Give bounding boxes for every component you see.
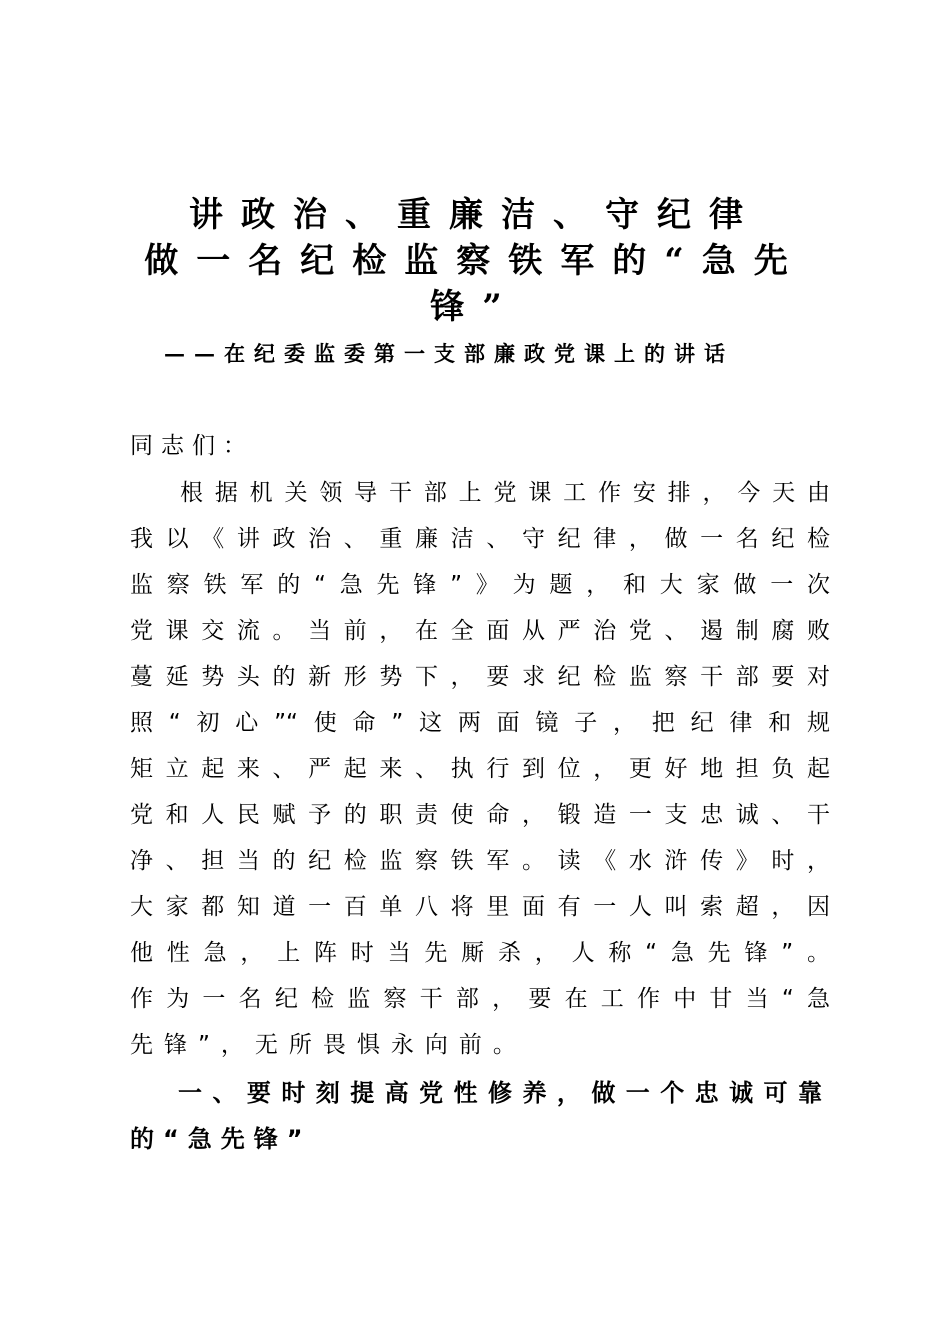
paragraph-line: 净、担当的纪检监察铁军。读《水浒传》时， bbox=[130, 848, 830, 874]
paragraph-line: 照“初心”“使命”这两面镜子，把纪律和规 bbox=[130, 710, 830, 736]
body-paragraph bbox=[130, 470, 830, 1068]
section-heading-line-1: 一、要时刻提高党性修养，做一个忠诚可靠 bbox=[178, 1079, 822, 1107]
paragraph-line: 先锋”，无所畏惧永向前。 bbox=[130, 1032, 527, 1058]
title-line-1: 讲政治、重廉洁、守纪律 bbox=[189, 195, 761, 235]
salutation: 同志们： bbox=[130, 433, 254, 459]
paragraph-line: 党和人民赋予的职责使命，锻造一支忠诚、干 bbox=[130, 802, 830, 828]
paragraph-line: 根据机关领导干部上党课工作安排，今天由 bbox=[180, 480, 830, 506]
section-heading bbox=[130, 1070, 822, 1162]
title-line-3: 锋” bbox=[430, 287, 520, 327]
paragraph-line: 矩立起来、严起来、执行到位，更好地担负起 bbox=[130, 756, 830, 782]
paragraph-line: 作为一名纪检监察干部，要在工作中甘当“急 bbox=[130, 986, 830, 1012]
paragraph-line: 我以《讲政治、重廉洁、守纪律，做一名纪检 bbox=[130, 526, 830, 552]
paragraph-line: 监察铁军的“急先锋”》为题，和大家做一次 bbox=[130, 572, 830, 598]
document-subtitle: ——在纪委监委第一支部廉政党课上的讲话 bbox=[164, 341, 734, 366]
document-title bbox=[110, 192, 840, 330]
paragraph-line: 大家都知道一百单八将里面有一人叫索超，因 bbox=[130, 894, 830, 920]
paragraph-line: 他性急，上阵时当先厮杀，人称“急先锋”。 bbox=[130, 940, 830, 966]
title-line-2: 做一名纪检监察铁军的“急先 bbox=[144, 241, 806, 281]
paragraph-line: 蔓延势头的新形势下，要求纪检监察干部要对 bbox=[130, 664, 830, 690]
section-heading-line-2: 的“急先锋” bbox=[130, 1125, 312, 1153]
paragraph-line: 党课交流。当前，在全面从严治党、遏制腐败 bbox=[130, 618, 830, 644]
